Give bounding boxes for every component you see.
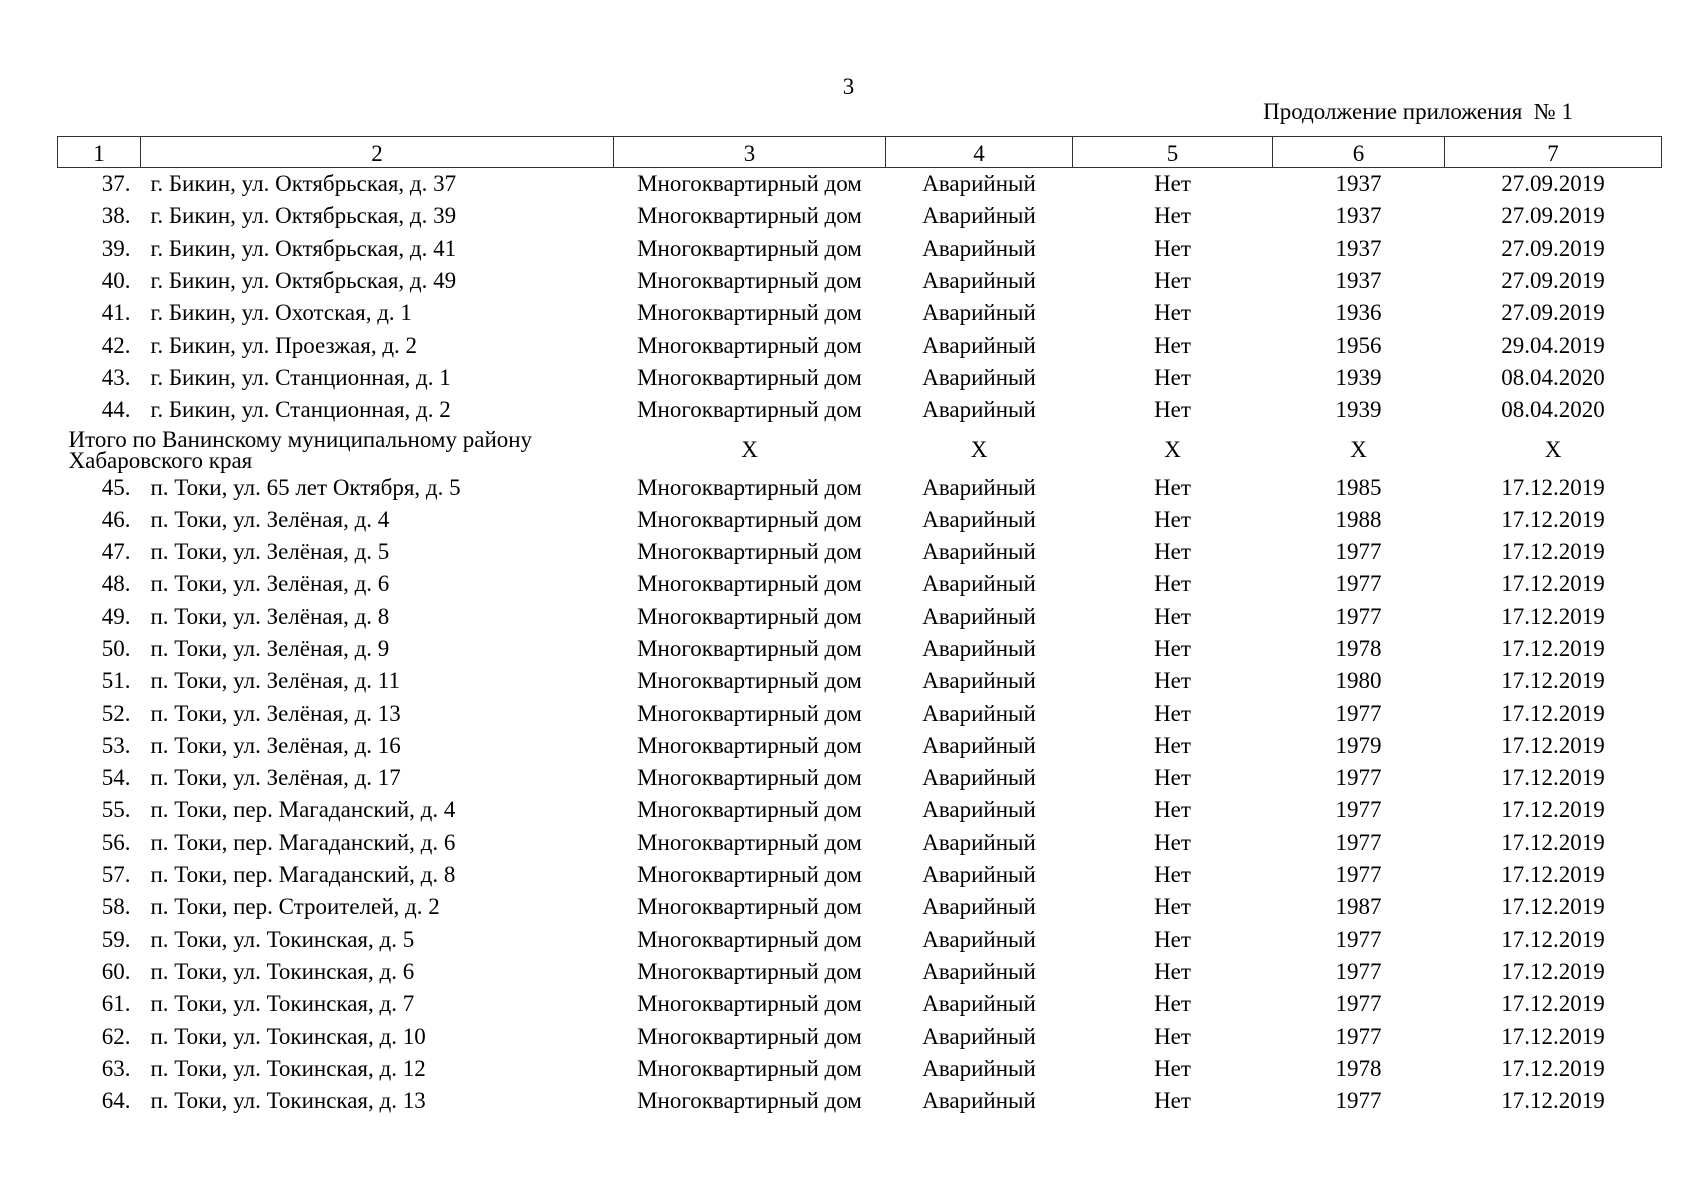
address-cell: г. Бикин, ул. Октябрьская, д. 39 — [150, 203, 457, 229]
housing-registry-table — [57, 136, 1662, 1117]
table-row — [58, 730, 1662, 762]
status-cell: Нет — [1154, 603, 1191, 629]
date-cell: 17.12.2019 — [1501, 668, 1605, 694]
date-cell: 17.12.2019 — [1501, 506, 1605, 532]
condition-cell: Аварийный — [922, 506, 1036, 532]
condition-cell: Аварийный — [922, 364, 1036, 390]
status-cell: Нет — [1154, 300, 1191, 326]
address-cell: п. Токи, ул. Токинская, д. 10 — [150, 1023, 426, 1049]
year-cell: 1985 — [1335, 474, 1382, 500]
row-number: 50. — [101, 636, 131, 661]
condition-cell: Аварийный — [922, 732, 1036, 758]
status-cell: Нет — [1154, 171, 1191, 197]
status-cell: Нет — [1154, 700, 1191, 726]
row-number: 56. — [101, 829, 131, 855]
year-cell: 1956 — [1335, 332, 1382, 358]
address-cell: п. Токи, ул. Токинская, д. 13 — [150, 1088, 426, 1114]
building-type-cell: Многоквартирный дом — [637, 474, 862, 500]
column-header: 1 — [58, 137, 141, 168]
building-type-cell: Многоквартирный дом — [637, 991, 862, 1017]
table-row — [58, 1085, 1662, 1117]
column-header: 5 — [1073, 137, 1273, 168]
building-type-cell: Многоквартирный дом — [637, 539, 862, 565]
year-cell: 1939 — [1335, 364, 1382, 390]
year-cell: 1937 — [1335, 268, 1382, 294]
table-header — [58, 137, 1662, 168]
date-cell: 17.12.2019 — [1501, 636, 1605, 661]
table-row — [58, 200, 1662, 232]
status-cell: Нет — [1154, 991, 1191, 1017]
condition-cell: Аварийный — [922, 700, 1036, 726]
table-row — [58, 297, 1662, 329]
table-row — [58, 601, 1662, 633]
year-cell: 1977 — [1335, 991, 1382, 1017]
address-cell: п. Токи, ул. Зелёная, д. 17 — [150, 765, 401, 791]
building-type-cell: Многоквартирный дом — [637, 862, 862, 888]
row-number: 41. — [101, 300, 131, 326]
date-cell: 08.04.2020 — [1501, 397, 1605, 423]
column-header: 7 — [1445, 137, 1662, 168]
row-number: 45. — [101, 474, 131, 500]
row-number: 54. — [101, 765, 131, 791]
date-cell: 17.12.2019 — [1501, 1088, 1605, 1114]
building-type-cell: Многоквартирный дом — [637, 203, 862, 229]
condition-cell: Аварийный — [922, 862, 1036, 888]
status-cell: Нет — [1154, 506, 1191, 532]
table-row — [58, 233, 1662, 265]
row-number: 58. — [101, 894, 131, 920]
date-cell: 17.12.2019 — [1501, 926, 1605, 952]
year-cell: 1980 — [1335, 668, 1382, 694]
year-cell: 1939 — [1335, 397, 1382, 423]
year-cell: 1978 — [1335, 1055, 1382, 1081]
building-type-cell: Многоквартирный дом — [637, 268, 862, 294]
year-cell: 1978 — [1335, 636, 1382, 661]
address-cell: п. Токи, пер. Магаданский, д. 6 — [150, 829, 456, 855]
condition-cell: Аварийный — [922, 397, 1036, 423]
status-cell: Нет — [1154, 668, 1191, 694]
address-cell: п. Токи, ул. Зелёная, д. 11 — [150, 668, 400, 694]
table-row — [58, 362, 1662, 394]
building-type-cell: Многоквартирный дом — [637, 171, 862, 197]
year-cell: 1977 — [1335, 539, 1382, 565]
status-cell: Нет — [1154, 765, 1191, 791]
condition-cell: Аварийный — [922, 991, 1036, 1017]
condition-cell: Аварийный — [922, 235, 1036, 261]
row-number: 53. — [101, 732, 131, 758]
address-cell: п. Токи, ул. Зелёная, д. 5 — [150, 539, 390, 565]
table-row — [58, 504, 1662, 536]
column-header: 3 — [614, 137, 886, 168]
date-cell: 17.12.2019 — [1501, 765, 1605, 791]
building-type-cell: Многоквартирный дом — [637, 829, 862, 855]
building-type-cell: Многоквартирный дом — [637, 894, 862, 920]
status-cell: Нет — [1154, 332, 1191, 358]
address-cell: п. Токи, ул. Зелёная, д. 9 — [150, 636, 390, 661]
year-cell: 1977 — [1335, 765, 1382, 791]
row-number: 64. — [101, 1088, 131, 1114]
status-cell: Нет — [1154, 364, 1191, 390]
date-cell: 17.12.2019 — [1501, 603, 1605, 629]
status-cell: Нет — [1154, 397, 1191, 423]
total-row — [58, 426, 1662, 471]
row-number: 44. — [101, 397, 131, 423]
date-cell: 27.09.2019 — [1501, 203, 1605, 229]
condition-cell: Аварийный — [922, 926, 1036, 952]
building-type-cell: Многоквартирный дом — [637, 235, 862, 261]
address-cell: г. Бикин, ул. Проезжая, д. 2 — [150, 332, 418, 358]
status-cell: Нет — [1154, 571, 1191, 597]
condition-cell: Аварийный — [922, 894, 1036, 920]
year-cell: 1977 — [1335, 1023, 1382, 1049]
column-numbers-row — [58, 137, 1662, 168]
status-cell: Нет — [1154, 862, 1191, 888]
building-type-cell: Многоквартирный дом — [637, 571, 862, 597]
appendix-caption: Продолжение приложения № 1 — [1263, 99, 1573, 124]
total-mark: X — [1544, 437, 1562, 463]
table-row — [58, 329, 1662, 361]
status-cell: Нет — [1154, 539, 1191, 565]
address-cell: п. Токи, ул. Зелёная, д. 13 — [150, 700, 401, 726]
address-cell: п. Токи, ул. Зелёная, д. 4 — [150, 506, 390, 532]
address-cell: п. Токи, ул. Зелёная, д. 6 — [150, 571, 390, 597]
table-row — [58, 794, 1662, 826]
condition-cell: Аварийный — [922, 765, 1036, 791]
table-row — [58, 665, 1662, 697]
condition-cell: Аварийный — [922, 203, 1036, 229]
status-cell: Нет — [1154, 636, 1191, 661]
status-cell: Нет — [1154, 829, 1191, 855]
table-row — [58, 956, 1662, 988]
row-number: 42. — [101, 332, 131, 358]
condition-cell: Аварийный — [922, 958, 1036, 984]
building-type-cell: Многоквартирный дом — [637, 958, 862, 984]
date-cell: 08.04.2020 — [1501, 364, 1605, 390]
building-type-cell: Многоквартирный дом — [637, 700, 862, 726]
building-type-cell: Многоквартирный дом — [637, 636, 862, 661]
total-mark: X — [1164, 437, 1181, 463]
table-row — [58, 697, 1662, 729]
status-cell: Нет — [1154, 1055, 1191, 1081]
year-cell: 1979 — [1335, 732, 1382, 758]
row-number: 63. — [101, 1055, 131, 1081]
table-row — [58, 265, 1662, 297]
column-header: 2 — [141, 137, 614, 168]
address-cell: п. Токи, ул. Токинская, д. 12 — [150, 1055, 426, 1081]
year-cell: 1937 — [1335, 203, 1382, 229]
status-cell: Нет — [1154, 732, 1191, 758]
row-number: 47. — [101, 539, 131, 565]
building-type-cell: Многоквартирный дом — [637, 1023, 862, 1049]
year-cell: 1937 — [1335, 171, 1382, 197]
address-cell: п. Токи, ул. Токинская, д. 5 — [150, 926, 415, 952]
date-cell: 27.09.2019 — [1501, 235, 1605, 261]
row-number: 55. — [101, 797, 131, 823]
year-cell: 1977 — [1335, 571, 1382, 597]
table-row — [58, 924, 1662, 956]
building-type-cell: Многоквартирный дом — [637, 668, 862, 694]
year-cell: 1977 — [1335, 829, 1382, 855]
condition-cell: Аварийный — [922, 668, 1036, 694]
row-number: 57. — [101, 862, 131, 888]
row-number: 59. — [101, 926, 131, 952]
row-number: 49. — [101, 603, 131, 629]
table-row — [58, 536, 1662, 568]
table-row — [58, 568, 1662, 600]
condition-cell: Аварийный — [922, 171, 1036, 197]
status-cell: Нет — [1154, 474, 1191, 500]
status-cell: Нет — [1154, 268, 1191, 294]
address-cell: г. Бикин, ул. Октябрьская, д. 49 — [150, 268, 457, 294]
address-cell: п. Токи, ул. Токинская, д. 7 — [150, 991, 415, 1017]
building-type-cell: Многоквартирный дом — [637, 1088, 862, 1114]
year-cell: 1977 — [1335, 700, 1382, 726]
condition-cell: Аварийный — [922, 603, 1036, 629]
table-row — [58, 471, 1662, 503]
condition-cell: Аварийный — [922, 797, 1036, 823]
total-mark: X — [1350, 437, 1367, 463]
table-row — [58, 633, 1662, 665]
table-body — [58, 168, 1662, 1118]
address-cell: п. Токи, ул. Токинская, д. 6 — [150, 958, 415, 984]
year-cell: 1977 — [1335, 1088, 1382, 1114]
condition-cell: Аварийный — [922, 539, 1036, 565]
building-type-cell: Многоквартирный дом — [637, 300, 862, 326]
status-cell: Нет — [1154, 1023, 1191, 1049]
status-cell: Нет — [1154, 958, 1191, 984]
row-number: 61. — [101, 991, 131, 1017]
condition-cell: Аварийный — [922, 300, 1036, 326]
address-cell: п. Токи, ул. Зелёная, д. 16 — [150, 732, 401, 758]
date-cell: 17.12.2019 — [1501, 797, 1605, 823]
year-cell: 1937 — [1335, 235, 1382, 261]
date-cell: 17.12.2019 — [1501, 829, 1605, 855]
row-number: 40. — [101, 268, 131, 294]
building-type-cell: Многоквартирный дом — [637, 926, 862, 952]
status-cell: Нет — [1154, 203, 1191, 229]
address-cell: г. Бикин, ул. Октябрьская, д. 41 — [150, 235, 457, 261]
table-row — [58, 988, 1662, 1020]
row-number: 39. — [101, 235, 131, 261]
table-row — [58, 168, 1662, 201]
building-type-cell: Многоквартирный дом — [637, 364, 862, 390]
table-row — [58, 1053, 1662, 1085]
date-cell: 17.12.2019 — [1501, 700, 1605, 726]
condition-cell: Аварийный — [922, 332, 1036, 358]
address-cell: п. Токи, пер. Магаданский, д. 4 — [150, 797, 456, 823]
building-type-cell: Многоквартирный дом — [637, 797, 862, 823]
address-cell: г. Бикин, ул. Охотская, д. 1 — [150, 300, 412, 326]
status-cell: Нет — [1154, 235, 1191, 261]
condition-cell: Аварийный — [922, 1088, 1036, 1114]
row-number: 60. — [101, 958, 131, 984]
condition-cell: Аварийный — [922, 829, 1036, 855]
column-header: 6 — [1273, 137, 1445, 168]
year-cell: 1988 — [1335, 506, 1382, 532]
date-cell: 29.04.2019 — [1501, 332, 1605, 358]
condition-cell: Аварийный — [922, 636, 1036, 661]
year-cell: 1977 — [1335, 603, 1382, 629]
table-row — [58, 394, 1662, 426]
row-number: 38. — [101, 203, 131, 229]
date-cell: 17.12.2019 — [1501, 474, 1605, 500]
year-cell: 1977 — [1335, 797, 1382, 823]
row-number: 62. — [101, 1023, 131, 1049]
date-cell: 17.12.2019 — [1501, 732, 1605, 758]
address-cell: г. Бикин, ул. Станционная, д. 2 — [150, 397, 451, 423]
table-row — [58, 762, 1662, 794]
building-type-cell: Многоквартирный дом — [637, 732, 862, 758]
status-cell: Нет — [1154, 926, 1191, 952]
page-number: 3 — [842, 74, 855, 99]
address-cell: п. Токи, пер. Магаданский, д. 8 — [150, 862, 456, 888]
row-number: 48. — [101, 571, 131, 597]
row-number: 52. — [101, 700, 131, 726]
address-cell: п. Токи, ул. Зелёная, д. 8 — [150, 603, 390, 629]
condition-cell: Аварийный — [922, 1023, 1036, 1049]
row-number: 51. — [101, 668, 131, 694]
date-cell: 17.12.2019 — [1501, 958, 1605, 984]
address-cell: г. Бикин, ул. Октябрьская, д. 37 — [150, 171, 457, 197]
building-type-cell: Многоквартирный дом — [637, 765, 862, 791]
date-cell: 17.12.2019 — [1501, 862, 1605, 888]
column-header: 4 — [886, 137, 1073, 168]
date-cell: 17.12.2019 — [1501, 1023, 1605, 1049]
year-cell: 1977 — [1335, 862, 1382, 888]
row-number: 37. — [101, 171, 131, 197]
date-cell: 17.12.2019 — [1501, 991, 1605, 1017]
total-mark: X — [741, 437, 758, 463]
date-cell: 17.12.2019 — [1501, 539, 1605, 565]
year-cell: 1977 — [1335, 926, 1382, 952]
year-cell: 1936 — [1335, 300, 1382, 326]
status-cell: Нет — [1154, 894, 1191, 920]
year-cell: 1987 — [1335, 894, 1382, 920]
building-type-cell: Многоквартирный дом — [637, 332, 862, 358]
status-cell: Нет — [1154, 797, 1191, 823]
building-type-cell: Многоквартирный дом — [637, 397, 862, 423]
building-type-cell: Многоквартирный дом — [637, 1055, 862, 1081]
condition-cell: Аварийный — [922, 474, 1036, 500]
building-type-cell: Многоквартирный дом — [637, 506, 862, 532]
address-cell: г. Бикин, ул. Станционная, д. 1 — [150, 364, 451, 390]
year-cell: 1977 — [1335, 958, 1382, 984]
building-type-cell: Многоквартирный дом — [637, 603, 862, 629]
row-number: 46. — [101, 506, 131, 532]
address-cell: п. Токи, ул. 65 лет Октября, д. 5 — [150, 474, 461, 500]
status-cell: Нет — [1154, 1088, 1191, 1114]
date-cell: 27.09.2019 — [1501, 300, 1605, 326]
date-cell: 17.12.2019 — [1501, 1055, 1605, 1081]
total-label: Итого по Ванинскому муниципальному району Хабаровского края — [68, 427, 533, 474]
table-row — [58, 827, 1662, 859]
row-number: 43. — [101, 364, 131, 390]
date-cell: 27.09.2019 — [1501, 268, 1605, 294]
table-row — [58, 1020, 1662, 1052]
table-row — [58, 859, 1662, 891]
address-cell: п. Токи, пер. Строителей, д. 2 — [150, 894, 440, 920]
condition-cell: Аварийный — [922, 268, 1036, 294]
table-row — [58, 891, 1662, 923]
condition-cell: Аварийный — [922, 1055, 1036, 1081]
date-cell: 17.12.2019 — [1501, 571, 1605, 597]
date-cell: 27.09.2019 — [1501, 171, 1605, 197]
date-cell: 17.12.2019 — [1501, 894, 1605, 920]
total-mark: X — [970, 437, 988, 463]
condition-cell: Аварийный — [922, 571, 1036, 597]
